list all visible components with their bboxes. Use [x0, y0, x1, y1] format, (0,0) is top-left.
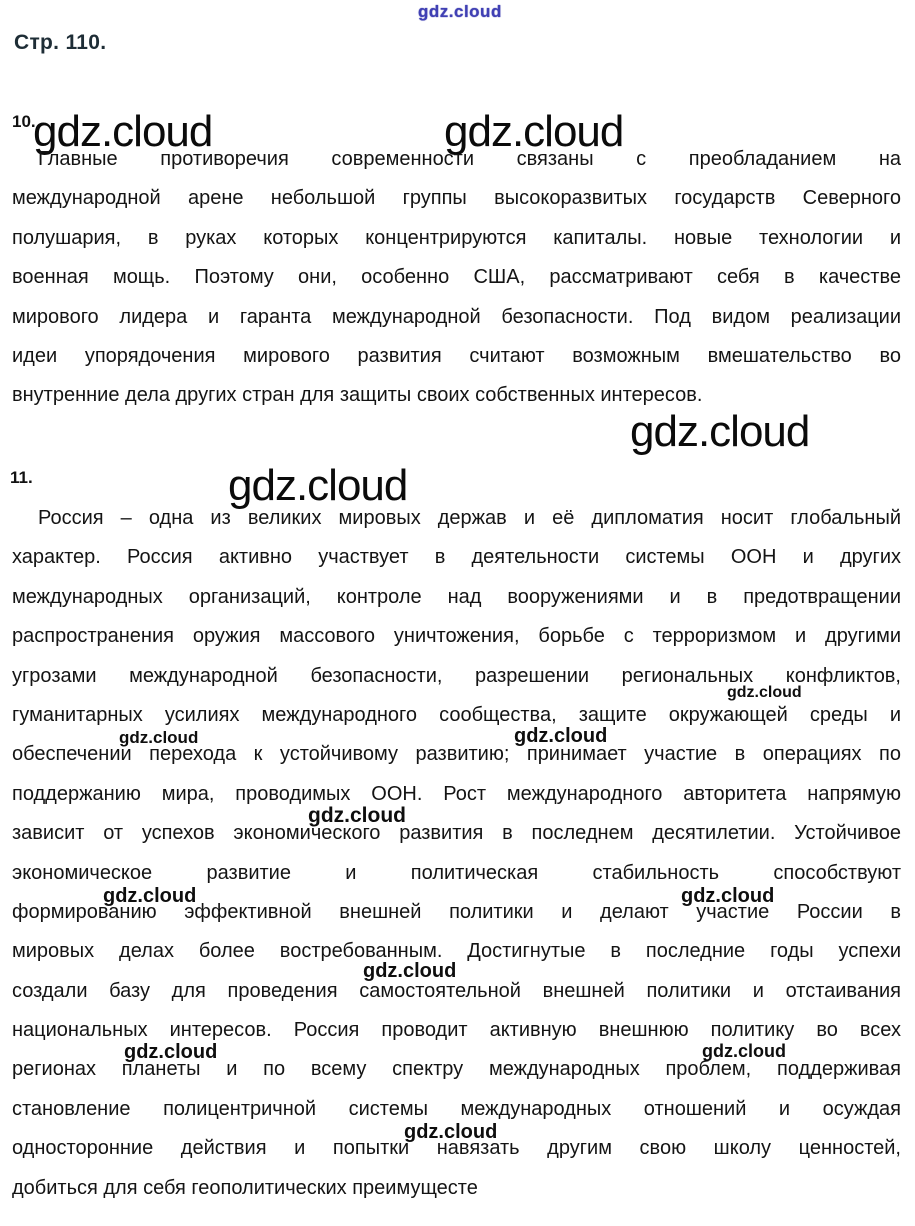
text-line: международной арене небольшой группы высокоразвитых государств Северного [12, 187, 901, 210]
text-line: регионах планеты и по всему спектру международных проблем, поддерживая [12, 1058, 901, 1081]
site-watermark-small: gdz.cloud [681, 885, 775, 907]
site-watermark-large: gdz.cloud [228, 461, 408, 510]
site-watermark-small: gdz.cloud [404, 1121, 498, 1143]
text-line: международных организаций, контроле над вооружениями и в предотвращении [12, 585, 901, 608]
text-line: Главные противоречия современности связаны с преобладанием на [38, 148, 901, 170]
task-number-11: 11. [10, 468, 33, 487]
site-watermark-top: gdz.cloud [418, 2, 502, 21]
site-watermark-large: gdz.cloud [630, 407, 810, 456]
text-line: Россия – одна из великих мировых держав и её дипломатия носит глобальный [38, 507, 901, 529]
site-watermark-small: gdz.cloud [308, 804, 406, 827]
text-line: внутренние дела других стран для защиты своих собственных интересов. [12, 384, 703, 407]
text-line: военная мощь. Поэтому они, особенно США, рассматривают себя в качестве [12, 266, 901, 289]
site-watermark-small: gdz.cloud [363, 960, 457, 982]
text-line: обеспечении перехода к устойчивому развитию; принимает участие в операциях по [12, 743, 901, 766]
site-watermark-large: gdz.cloud [33, 107, 213, 156]
answer-text-task-10 [12, 140, 901, 416]
text-line: поддержанию мира, проводимых ООН. Рост международного авторитета напрямую [12, 782, 901, 805]
text-line: добиться для себя геополитических преимущесте [12, 1176, 478, 1199]
site-watermark-small: gdz.cloud [702, 1041, 786, 1061]
site-watermark-small: gdz.cloud [103, 885, 197, 907]
site-watermark-small: gdz.cloud [124, 1041, 218, 1063]
text-line: гуманитарных усилиях международного сообщества, защите окружающей среды и [12, 703, 901, 726]
text-line: формированию эффективной внешней политики и делают участие России в [12, 900, 901, 923]
text-line: полушария, в руках которых концентрируются капиталы. новые технологии и [12, 226, 901, 249]
text-line: угрозами международной безопасности, разрешении региональных конфликтов, [12, 664, 901, 687]
text-line: создали базу для проведения самостоятельной внешней политики и отстаивания [12, 979, 901, 1002]
text-line: односторонние действия и попытки навязать другим свою школу ценностей, [12, 1137, 901, 1160]
site-watermark-small: gdz.cloud [119, 728, 199, 747]
text-line: распространения оружия массового уничтожения, борьбе с терроризмом и другими [12, 625, 901, 648]
text-line: экономическое развитие и политическая стабильность способствуют [12, 861, 901, 884]
text-line: зависит от успехов экономического развития в последнем десятилетии. Устойчивое [12, 822, 901, 845]
text-line: становление полицентричной системы международных отношений и осуждая [12, 1097, 901, 1120]
page-number-heading: Стр. 110. [14, 31, 107, 54]
site-watermark-small: gdz.cloud [727, 684, 802, 701]
answer-text-task-11 [12, 499, 901, 1208]
site-watermark-small: gdz.cloud [514, 725, 608, 747]
site-watermark-large: gdz.cloud [444, 107, 624, 156]
task-number-10: 10. [12, 112, 36, 131]
text-line: национальных интересов. Россия проводит активную внешнюю политику во всех [12, 1019, 901, 1042]
text-line: характер. Россия активно участвует в деятельности системы ООН и других [12, 546, 901, 569]
text-line: мирового лидера и гаранта международной безопасности. Под видом реализации [12, 305, 901, 328]
text-line: мировых делах более востребованным. Достигнутые в последние годы успехи [12, 940, 901, 963]
text-line: идеи упорядочения мирового развития считают возможным вмешательство во [12, 344, 901, 367]
